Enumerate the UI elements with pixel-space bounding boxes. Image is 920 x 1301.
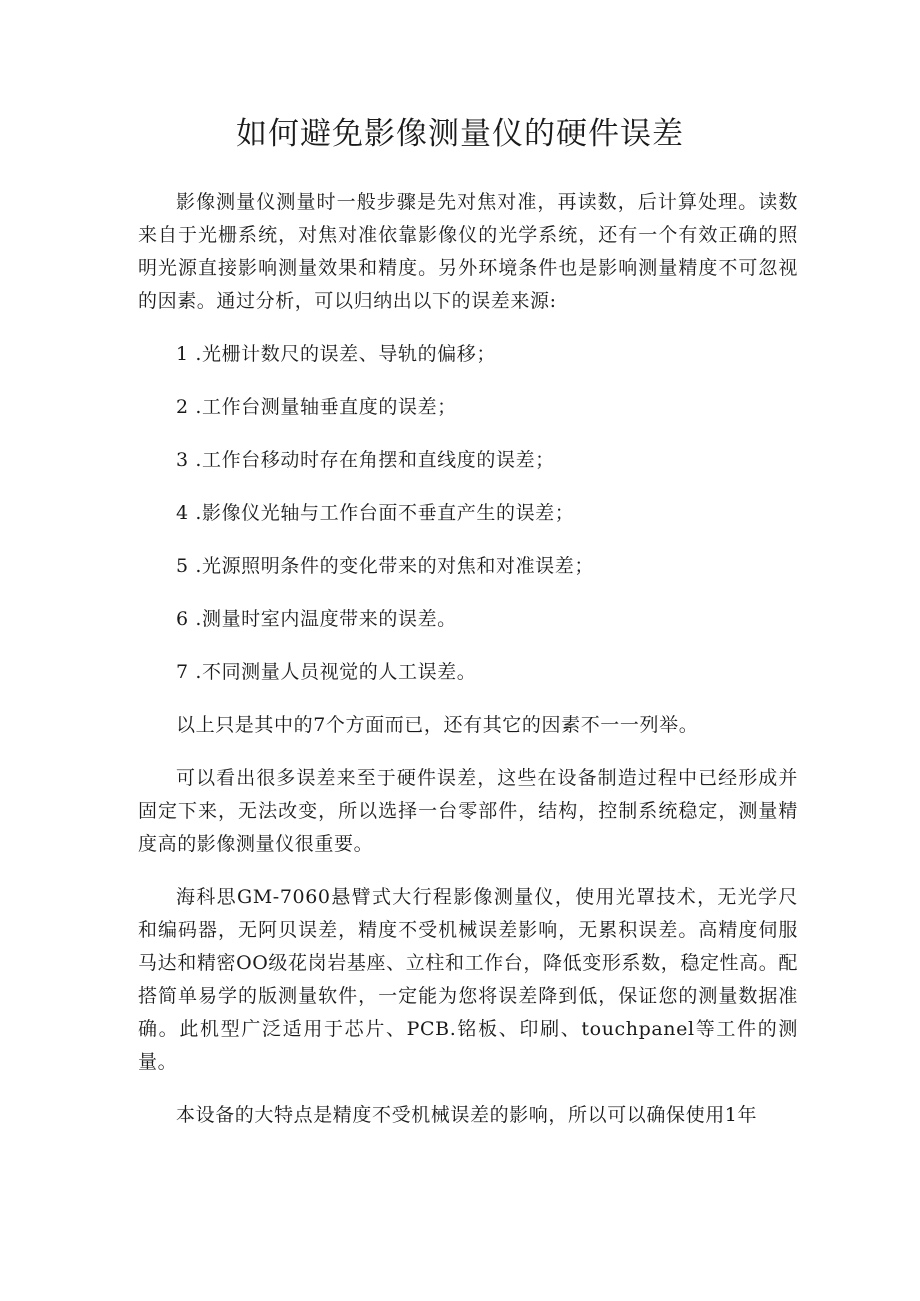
list-item-number: 7 — [176, 661, 189, 683]
list-item — [138, 391, 798, 424]
summary-line: 以上只是其中的7个方面而已，还有其它的因素不一一列举。 — [176, 714, 699, 736]
list-item-number: 3 — [176, 449, 189, 471]
hardware-paragraph: 可以看出很多误差来至于硬件误差，这些在设备制造过程中已经形成并固定下来，无法改变，所以选择一台零部件，结构，控制系统稳定，测量精度高的影像测量仪很重要。 — [138, 767, 798, 855]
list-item — [138, 444, 798, 477]
list-item-number: 2 — [176, 396, 189, 418]
list-item — [138, 656, 798, 689]
list-item-number: 4 — [176, 502, 189, 524]
document-title: 如何避免影像测量仪的硬件误差 — [236, 116, 684, 152]
list-item-text: .不同测量人员视觉的人工误差。 — [195, 661, 477, 683]
list-item-text: .工作台移动时存在角摆和直线度的误差； — [195, 449, 555, 471]
list-item-text: .工作台测量轴垂直度的误差； — [195, 396, 457, 418]
document-body — [138, 186, 798, 1152]
list-item — [138, 550, 798, 583]
list-item-text: .影像仪光轴与工作台面不垂直产生的误差； — [195, 502, 575, 524]
feature-paragraph: 本设备的大特点是精度不受机械误差的影响，所以可以确保使用1年 — [176, 1104, 758, 1126]
list-item-text: .测量时室内温度带来的误差。 — [195, 608, 457, 630]
list-item-text: .光栅计数尺的误差、导轨的偏移； — [195, 343, 496, 365]
list-item-number: 1 — [176, 343, 189, 365]
list-item — [138, 497, 798, 530]
list-item — [138, 603, 798, 636]
product-paragraph: 海科思GM-7060悬臂式大行程影像测量仪，使用光罩技术，无光学尺和编码器，无阿贝误差，精度不受机械误差影响，无累积误差。高精度伺服马达和精密OO级花岗岩基座、立柱和工作台，降低变形系数，稳定性高。配搭简单易学的版测量软件，一定能为您将误差降到低，保证您的测量数据准确。此机型广泛适用于芯片、PCB.铭板、印刷、touchpanel等工件的测量。 — [138, 886, 798, 1073]
list-item-text: .光源照明条件的变化带来的对焦和对准误差； — [195, 555, 594, 577]
list-item-number: 5 — [176, 555, 189, 577]
list-item — [138, 338, 798, 371]
error-source-list — [138, 338, 798, 689]
intro-paragraph: 影像测量仪测量时一般步骤是先对焦对准，再读数，后计算处理。读数来自于光栅系统，对焦对准依靠影像仪的光学系统，还有一个有效正确的照明光源直接影响测量效果和精度。另外环境条件也是影响测量精度不可忽视的因素。通过分析，可以归纳出以下的误差来源: — [138, 191, 798, 312]
list-item-number: 6 — [176, 608, 189, 630]
